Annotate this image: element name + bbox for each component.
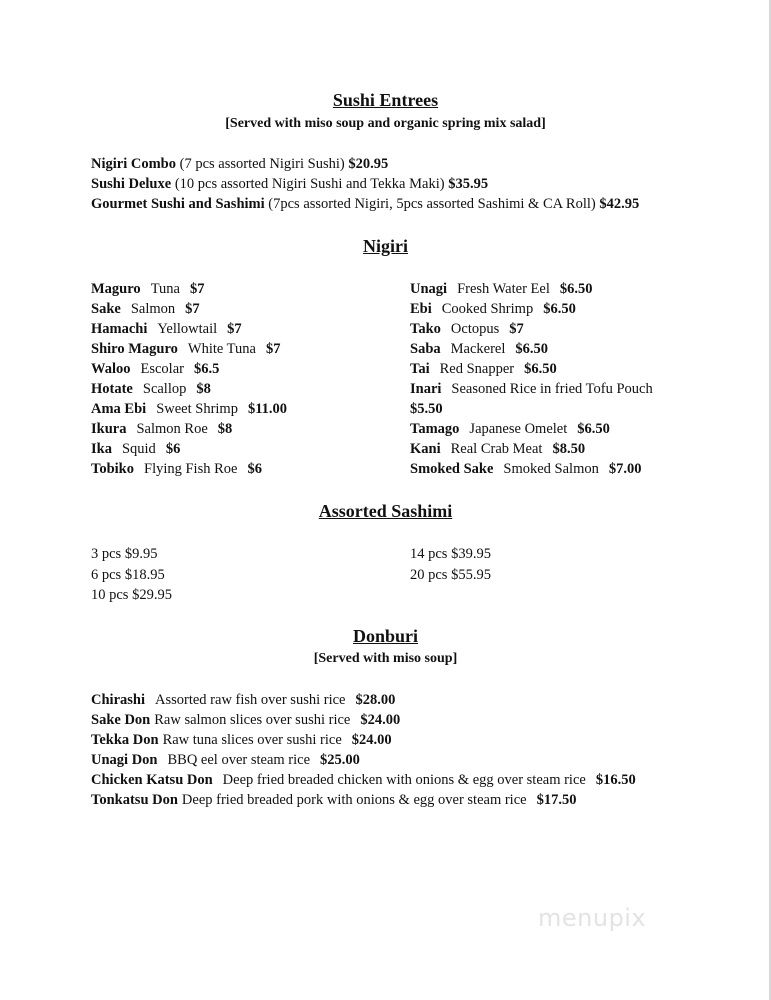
donburi-item — [91, 750, 360, 770]
nigiri-item — [91, 319, 242, 339]
nigiri-name: Ikura — [91, 421, 127, 437]
donburi-name: Tekka Don — [91, 732, 159, 748]
sashimi-title: Assorted Sashimi — [318, 501, 453, 521]
nigiri-item — [410, 359, 557, 379]
entree-name: Sushi Deluxe — [91, 176, 172, 192]
nigiri-name: Maguro — [91, 281, 141, 297]
entree-item — [91, 194, 639, 214]
donburi-item — [91, 770, 636, 790]
nigiri-item — [91, 399, 287, 419]
nigiri-desc: Yellowtail — [157, 321, 218, 337]
entree-desc: (7pcs assorted Nigiri, 5pcs assorted Sashimi & CA Roll) — [268, 196, 596, 212]
nigiri-name: Tamago — [410, 421, 460, 437]
sashimi-option: 14 pcs $39.95 — [410, 546, 491, 562]
nigiri-price: $7.00 — [608, 461, 642, 477]
sashimi-option: 6 pcs $18.95 — [91, 567, 165, 583]
donburi-desc: Assorted raw fish over sushi rice — [155, 692, 346, 708]
donburi-name: Sake Don — [91, 712, 151, 728]
nigiri-name: Tobiko — [91, 461, 134, 477]
nigiri-desc: Japanese Omelet — [469, 421, 568, 437]
nigiri-item — [410, 379, 653, 399]
donburi-name: Tonkatsu Don — [91, 792, 178, 808]
nigiri-title: Nigiri — [363, 236, 408, 256]
donburi-name: Chirashi — [91, 692, 145, 708]
nigiri-price: $6.50 — [543, 301, 576, 317]
nigiri-name: Tako — [410, 321, 441, 337]
nigiri-price: $7 — [189, 281, 205, 297]
nigiri-name: Hotate — [91, 381, 133, 397]
nigiri-price: $6 — [247, 461, 262, 477]
nigiri-item — [410, 319, 524, 339]
nigiri-price: $6.50 — [559, 281, 593, 297]
sushi-entrees-title: Sushi Entrees — [332, 90, 439, 110]
nigiri-price: $6.50 — [524, 361, 557, 377]
nigiri-name: Unagi — [410, 281, 448, 297]
nigiri-price: $11.00 — [247, 401, 288, 417]
sushi-entrees-note: [Served with miso soup and organic spring mix salad] — [225, 116, 546, 131]
sashimi-option: 20 pcs $55.95 — [410, 567, 491, 583]
donburi-price: $28.00 — [355, 692, 396, 708]
donburi-name: Unagi Don — [91, 752, 158, 768]
nigiri-name: Waloo — [91, 361, 131, 377]
entree-item — [91, 174, 488, 194]
donburi-desc: Raw salmon slices over sushi rice — [154, 712, 351, 728]
nigiri-item — [91, 439, 180, 459]
nigiri-name: Saba — [410, 341, 441, 357]
donburi-price: $16.50 — [595, 772, 636, 788]
nigiri-item — [410, 279, 593, 299]
entree-price: $42.95 — [599, 196, 640, 212]
donburi-item — [91, 710, 400, 730]
sashimi-option: 10 pcs $29.95 — [91, 587, 172, 603]
entree-name: Nigiri Combo — [91, 156, 176, 172]
nigiri-desc: Mackerel — [450, 341, 506, 357]
nigiri-price: $6.5 — [193, 361, 220, 377]
donburi-price: $25.00 — [320, 752, 360, 768]
nigiri-desc: White Tuna — [187, 341, 256, 357]
nigiri-desc: Squid — [121, 441, 156, 457]
entree-desc: (10 pcs assorted Nigiri Sushi and Tekka Maki) — [174, 176, 445, 192]
nigiri-desc: Salmon — [130, 301, 176, 317]
nigiri-desc: Flying Fish Roe — [144, 461, 238, 477]
watermark-logo: menupix — [538, 904, 647, 932]
donburi-name: Chicken Katsu Don — [91, 772, 213, 788]
entree-price: $20.95 — [348, 156, 389, 172]
entree-item — [91, 154, 388, 174]
nigiri-name: Shiro Maguro — [91, 341, 178, 357]
donburi-item — [91, 790, 576, 810]
nigiri-price: $8 — [217, 421, 233, 437]
nigiri-price: $7 — [265, 341, 281, 357]
nigiri-desc: Smoked Salmon — [503, 461, 599, 477]
nigiri-desc: Red Snapper — [439, 361, 515, 377]
nigiri-price: $5.50 — [410, 401, 443, 417]
nigiri-desc: Real Crab Meat — [450, 441, 543, 457]
nigiri-price: $6.50 — [577, 421, 610, 437]
nigiri-name: Hamachi — [91, 321, 148, 337]
nigiri-item — [91, 419, 232, 439]
nigiri-item — [91, 359, 219, 379]
nigiri-desc: Seasoned Rice in fried Tofu Pouch — [451, 381, 653, 397]
donburi-desc: Deep fried breaded pork with onions & egg over steam rice — [181, 792, 527, 808]
nigiri-desc: Cooked Shrimp — [441, 301, 534, 317]
nigiri-name: Kani — [410, 441, 441, 457]
nigiri-name: Smoked Sake — [410, 461, 494, 477]
nigiri-item — [410, 439, 585, 459]
donburi-price: $17.50 — [536, 792, 577, 808]
nigiri-desc: Octopus — [450, 321, 500, 337]
nigiri-item — [91, 459, 262, 479]
nigiri-name: Ika — [91, 441, 112, 457]
nigiri-desc: Escolar — [140, 361, 184, 377]
nigiri-price: $6.50 — [515, 341, 549, 357]
donburi-note: [Served with miso soup] — [313, 651, 458, 666]
nigiri-name: Inari — [410, 381, 442, 397]
donburi-desc: BBQ eel over steam rice — [167, 752, 311, 768]
nigiri-item-continued — [410, 399, 443, 419]
nigiri-price: $8 — [196, 381, 211, 397]
nigiri-desc: Scallop — [142, 381, 187, 397]
donburi-item — [91, 730, 392, 750]
nigiri-desc: Tuna — [150, 281, 180, 297]
nigiri-price: $6 — [165, 441, 181, 457]
donburi-price: $24.00 — [360, 712, 401, 728]
sashimi-option: 3 pcs $9.95 — [91, 546, 158, 562]
nigiri-name: Sake — [91, 301, 121, 317]
nigiri-desc: Sweet Shrimp — [156, 401, 238, 417]
nigiri-price: $7 — [509, 321, 524, 337]
donburi-item — [91, 690, 395, 710]
nigiri-name: Ama Ebi — [91, 401, 147, 417]
entree-price: $35.95 — [448, 176, 489, 192]
nigiri-item — [91, 339, 280, 359]
donburi-title: Donburi — [352, 626, 419, 646]
nigiri-item — [410, 339, 548, 359]
donburi-desc: Deep fried breaded chicken with onions & egg over steam rice — [222, 772, 586, 788]
donburi-price: $24.00 — [351, 732, 392, 748]
nigiri-item — [91, 279, 204, 299]
nigiri-desc: Fresh Water Eel — [457, 281, 550, 297]
nigiri-price: $7 — [185, 301, 200, 317]
nigiri-item — [91, 379, 211, 399]
nigiri-item — [410, 459, 642, 479]
nigiri-price: $8.50 — [552, 441, 586, 457]
nigiri-price: $7 — [227, 321, 242, 337]
entree-desc: (7 pcs assorted Nigiri Sushi) — [179, 156, 345, 172]
entree-name: Gourmet Sushi and Sashimi — [91, 196, 265, 212]
nigiri-name: Ebi — [410, 301, 432, 317]
nigiri-item — [91, 299, 200, 319]
nigiri-item — [410, 299, 576, 319]
donburi-desc: Raw tuna slices over sushi rice — [162, 732, 342, 748]
nigiri-name: Tai — [410, 361, 430, 377]
nigiri-desc: Salmon Roe — [136, 421, 208, 437]
nigiri-item — [410, 419, 610, 439]
